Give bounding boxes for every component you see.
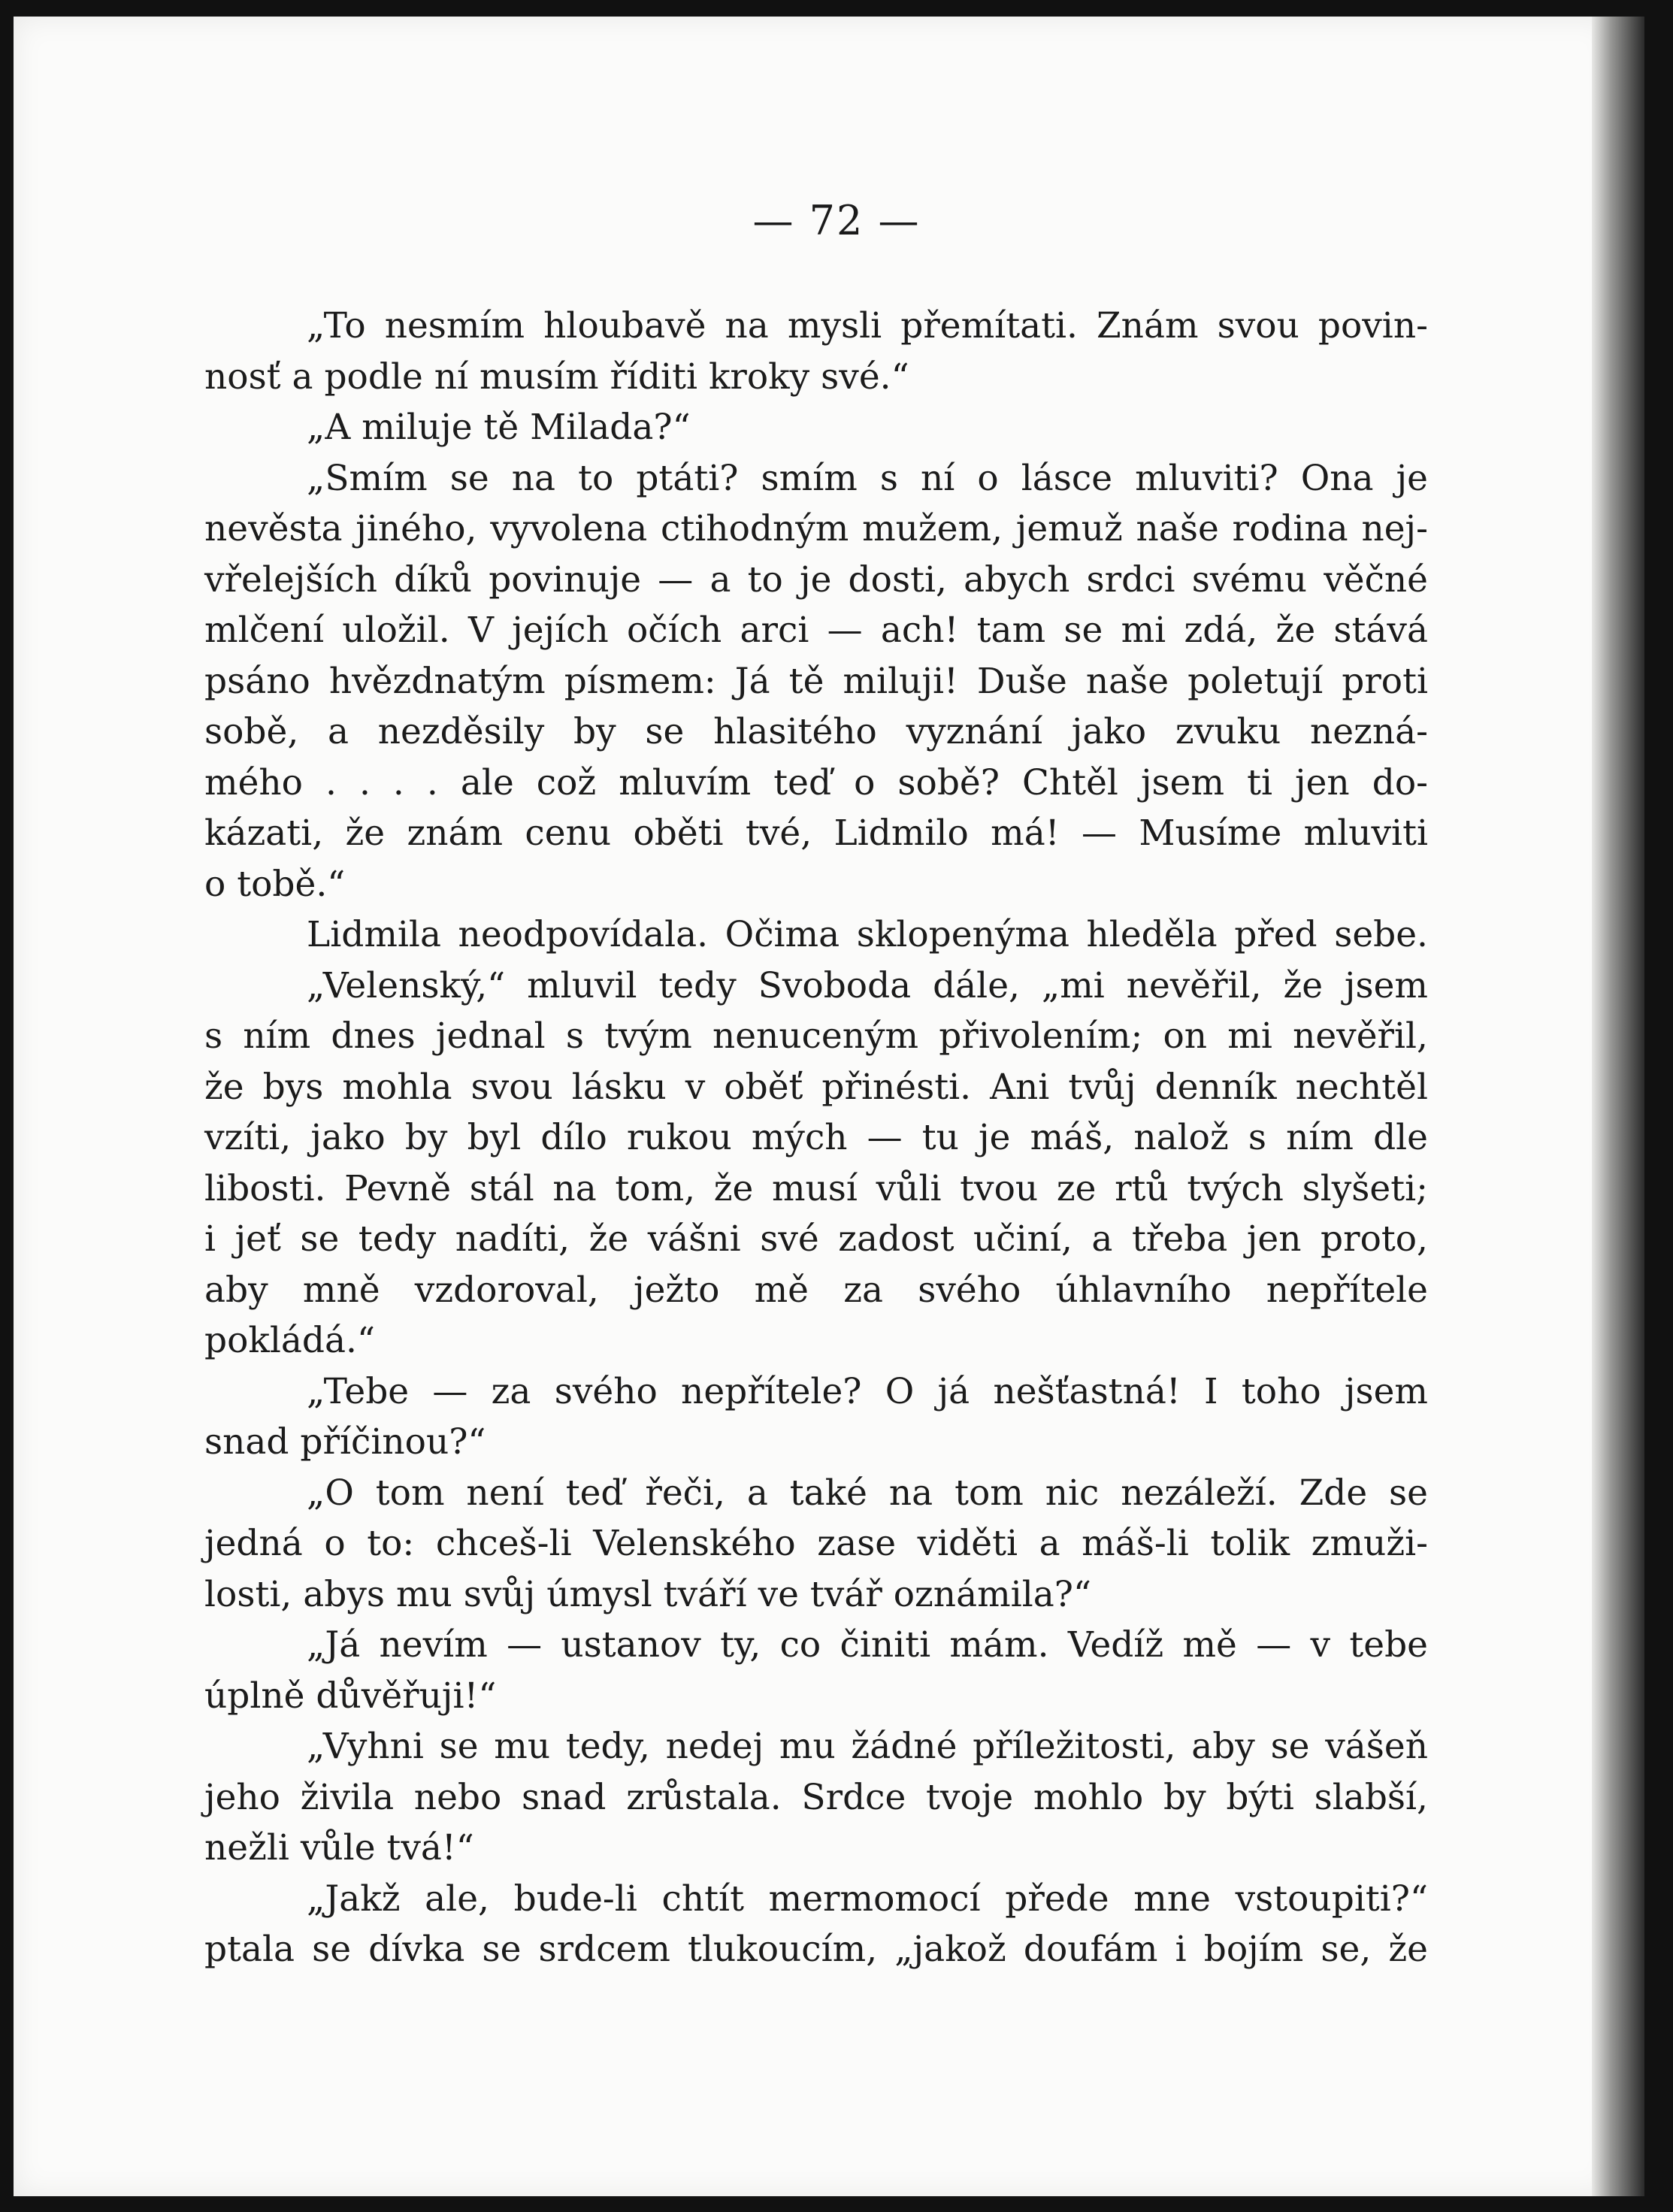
text-line: libosti. Pevně stál na tom, že musí vůli tvou ze rtů tvých slyšeti;: [204, 1167, 1428, 1209]
text-line: s ním dnes jednal s tvým nenuceným přivolením; on mi nevěřil,: [204, 1015, 1428, 1057]
text-line: o tobě.“: [204, 863, 346, 905]
text-line: „Smím se na to ptáti? smím s ní o lásce mluviti? Ona je: [307, 457, 1428, 499]
text-line: že bys mohla svou lásku v oběť přinésti. Ani tvůj denník nechtěl: [204, 1066, 1428, 1108]
text-line: kázati, že znám cenu oběti tvé, Lidmilo má! — Musíme mluviti: [204, 812, 1428, 854]
text-line: mého . . . . ale což mluvím teď o sobě? Chtěl jsem ti jen do-: [204, 761, 1428, 803]
text-line: nežli vůle tvá!“: [204, 1827, 474, 1869]
text-line: mlčení uložil. V jejích očích arci — ach! tam se mi zdá, že stává: [204, 610, 1428, 651]
text-line: úplně důvěřuji!“: [204, 1675, 497, 1717]
text-line: pokládá.“: [204, 1320, 375, 1361]
text-line: „Tebe — za svého nepřítele? O já nešťastná! I toho jsem: [307, 1370, 1428, 1412]
text-line: „Velenský,“ mluvil tedy Svoboda dále, „mi nevěřil, že jsem: [307, 964, 1428, 1006]
text-line: vřelejších díků povinuje — a to je dosti, abych srdci svému věčné: [204, 558, 1428, 601]
text-line: i jeť se tedy nadíti, že vášni své zadost učiní, a třeba jen proto,: [204, 1218, 1428, 1260]
text-line: psáno hvězdnatým písmem: Já tě miluji! Duše naše poletují proti: [204, 660, 1428, 702]
text-line: jeho živila nebo snad zrůstala. Srdce tvoje mohlo by býti slabší,: [204, 1776, 1428, 1818]
text-line: nosť a podle ní musím říditi kroky své.“: [204, 356, 909, 398]
text-line: aby mně vzdoroval, ježto mě za svého úhlavního nepřítele: [204, 1269, 1428, 1311]
text-line: „Vyhni se mu tedy, nedej mu žádné příležitosti, aby se vášeň: [307, 1726, 1428, 1767]
page-text: [204, 301, 1428, 1975]
text-line: „To nesmím hloubavě na mysli přemítati. Znám svou povin-: [307, 305, 1428, 346]
page-edge-shadow: [1592, 17, 1644, 2196]
text-line: losti, abys mu svůj úmysl tváří ve tvář oznámila?“: [204, 1573, 1091, 1615]
text-line: „O tom není teď řeči, a také na tom nic nezáleží. Zde se: [307, 1472, 1428, 1514]
text-line: „Jakž ale, bude-li chtít mermomocí přede mne vstoupiti?“: [307, 1878, 1428, 1920]
text-line: Lidmila neodpovídala. Očima sklopenýma hleděla před sebe.: [307, 914, 1428, 955]
text-line: ptala se dívka se srdcem tlukoucím, „jakož doufám i bojím se, že: [204, 1929, 1428, 1970]
page-number: — 72 —: [752, 197, 921, 244]
text-line: sobě, a nezděsily by se hlasitého vyznání jako zvuku nezná-: [204, 711, 1428, 752]
text-line: snad příčinou?“: [204, 1421, 486, 1463]
text-line: jedná o to: chceš-li Velenského zase viděti a máš-li tolik zmuži-: [204, 1523, 1428, 1564]
text-line: „Já nevím — ustanov ty, co činiti mám. Vedíž mě — v tebe: [307, 1624, 1428, 1666]
text-line: „A miluje tě Milada?“: [307, 407, 691, 448]
text-line: nevěsta jiného, vyvolena ctihodným mužem, jemuž naše rodina nej-: [204, 508, 1428, 549]
text-line: vzíti, jako by byl dílo rukou mých — tu je máš, nalož s ním dle: [204, 1117, 1428, 1158]
